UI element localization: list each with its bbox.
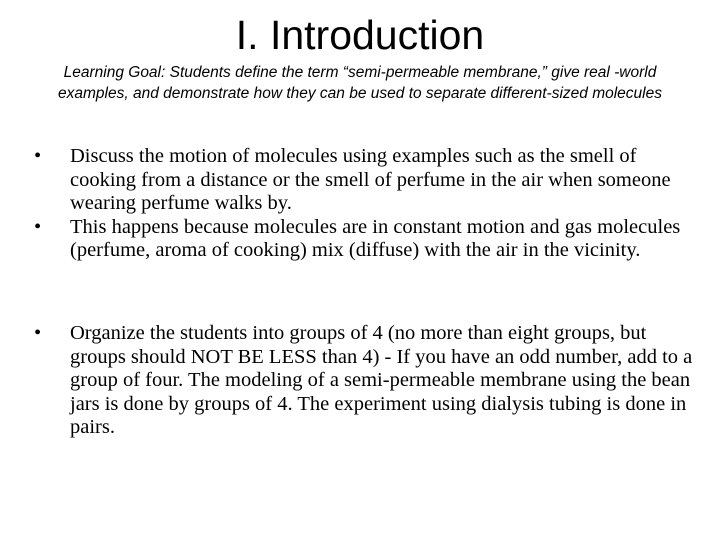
learning-goal: Learning Goal: Students define the term “semi-permeable membrane,” give real -world examples, and demonstrate how they can be used to separate different-sized molecules xyxy=(58,64,662,102)
bullet-list-groups xyxy=(28,322,698,440)
bullet-icon: • xyxy=(34,215,42,238)
bullet-text: This happens because molecules are in constant motion and gas molecules (perfume, aroma of cooking) mix (diffuse) with the air in the vicinity. xyxy=(70,215,681,261)
bullet-item xyxy=(28,145,698,216)
bullet-icon: • xyxy=(34,145,42,167)
slide-title: I. Introduction xyxy=(235,12,485,58)
bullet-item xyxy=(28,322,698,440)
bullet-text: Discuss the motion of molecules using examples such as the smell of cooking from a distance or the smell of perfume in the air when someone wearing perfume walks by. xyxy=(70,145,671,214)
bullet-text: Organize the students into groups of 4 (no more than eight groups, but groups should NOT BE LESS than 4) - If you have an odd number, add to a group of four. The modeling of a semi-permeable membrane using the bean jars is done by groups of 4. The experiment using dialysis tubing is done in pairs. xyxy=(70,322,693,438)
bullet-icon: • xyxy=(34,322,42,344)
bullet-item xyxy=(28,216,698,263)
bullet-list-motion xyxy=(28,145,698,263)
